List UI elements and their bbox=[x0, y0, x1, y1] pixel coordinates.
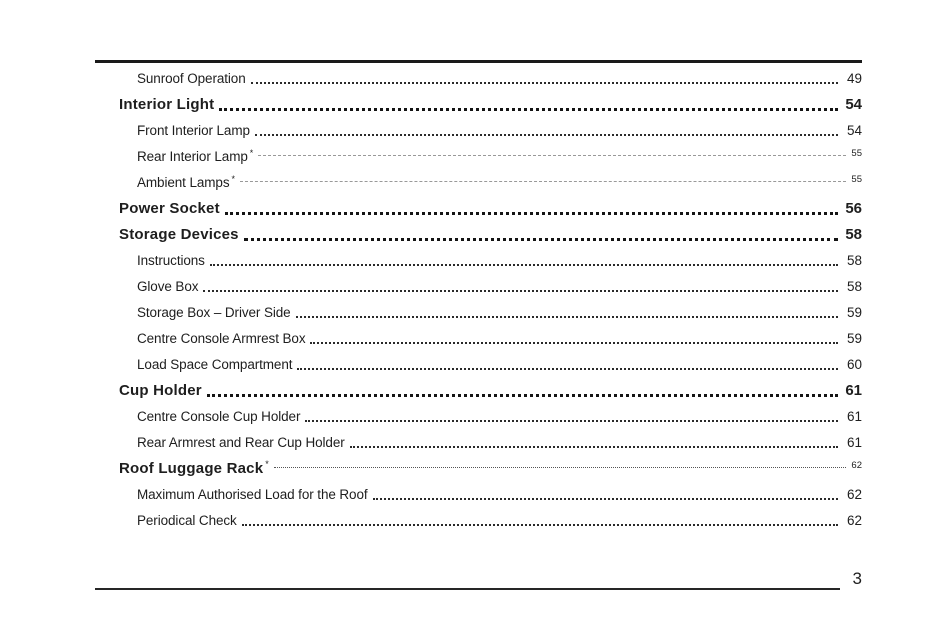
toc-row bbox=[95, 222, 862, 248]
asterisk-marker: * bbox=[231, 173, 235, 184]
dot-leader bbox=[240, 181, 846, 182]
toc-entry-label: Ambient Lamps * bbox=[137, 173, 235, 190]
toc-entry-label: Sunroof Operation bbox=[137, 71, 246, 86]
toc-entry-label: Centre Console Armrest Box bbox=[137, 331, 306, 346]
toc-row bbox=[95, 378, 862, 404]
dot-leader bbox=[350, 446, 838, 448]
dot-leader bbox=[219, 108, 838, 111]
dot-leader bbox=[296, 316, 838, 318]
dot-leader bbox=[207, 394, 838, 397]
toc-row bbox=[95, 144, 862, 170]
dot-leader bbox=[225, 212, 838, 215]
toc-entry-page: 60 bbox=[846, 357, 862, 372]
dot-leader bbox=[258, 155, 846, 156]
toc-row bbox=[95, 92, 862, 118]
toc-entry-label: Storage Box – Driver Side bbox=[137, 305, 291, 320]
dot-leader bbox=[305, 420, 838, 422]
toc-entry-label: Interior Light bbox=[119, 96, 215, 113]
toc-entry-label: Rear Interior Lamp * bbox=[137, 147, 254, 164]
dot-leader bbox=[244, 238, 838, 241]
toc-entry-page: 54 bbox=[846, 123, 862, 138]
toc-entry-page: 62 bbox=[846, 513, 862, 528]
dot-leader bbox=[210, 264, 838, 266]
toc-list bbox=[95, 66, 862, 534]
toc-entry-page: 62 bbox=[846, 487, 862, 502]
toc-entry-page: 61 bbox=[845, 382, 862, 399]
toc-entry-page: 59 bbox=[846, 305, 862, 320]
dot-leader bbox=[251, 82, 838, 84]
toc-row bbox=[95, 508, 862, 534]
toc-entry-label: Periodical Check bbox=[137, 513, 237, 528]
toc-entry-page: 54 bbox=[845, 96, 862, 113]
toc-row bbox=[95, 118, 862, 144]
toc-entry-page: 58 bbox=[845, 226, 862, 243]
toc-entry-label: Storage Devices bbox=[119, 226, 239, 243]
asterisk-marker: * bbox=[249, 147, 254, 158]
toc-entry-page: 49 bbox=[846, 71, 862, 86]
toc-row bbox=[95, 196, 862, 222]
dot-leader bbox=[310, 342, 838, 344]
toc-row bbox=[95, 326, 862, 352]
toc-row bbox=[95, 300, 862, 326]
toc-entry-page: 55 bbox=[851, 174, 862, 185]
dot-leader bbox=[242, 524, 838, 526]
asterisk-marker: * bbox=[265, 459, 269, 469]
toc-row bbox=[95, 404, 862, 430]
toc-entry-page: 61 bbox=[846, 409, 862, 424]
dot-leader bbox=[255, 134, 838, 136]
toc-row bbox=[95, 456, 862, 482]
toc-entry-label: Load Space Compartment bbox=[137, 357, 293, 372]
toc-row bbox=[95, 482, 862, 508]
toc-entry-page: 62 bbox=[851, 460, 862, 471]
dot-leader bbox=[203, 290, 838, 292]
toc-entry-label: Centre Console Cup Holder bbox=[137, 409, 301, 424]
toc-row bbox=[95, 248, 862, 274]
top-rule bbox=[95, 60, 862, 63]
toc-row bbox=[95, 66, 862, 92]
footer-rule bbox=[95, 588, 840, 590]
toc-entry-page: 58 bbox=[846, 279, 862, 294]
toc-entry-page: 55 bbox=[851, 148, 862, 159]
toc-entry-page: 61 bbox=[846, 435, 862, 450]
toc-entry-label: Maximum Authorised Load for the Roof bbox=[137, 487, 368, 502]
toc-entry-page: 59 bbox=[846, 331, 862, 346]
page-number: 3 bbox=[852, 569, 862, 588]
toc-entry-label: Instructions bbox=[137, 253, 205, 268]
toc-entry-label: Roof Luggage Rack * bbox=[119, 459, 269, 477]
toc-entry-page: 56 bbox=[845, 200, 862, 217]
toc-row bbox=[95, 430, 862, 456]
toc-entry-label: Power Socket bbox=[119, 200, 220, 217]
toc-entry-label: Glove Box bbox=[137, 279, 199, 294]
toc-entry-page: 58 bbox=[846, 253, 862, 268]
dot-leader bbox=[297, 368, 838, 370]
dot-leader bbox=[274, 467, 846, 468]
toc-entry-label: Front Interior Lamp bbox=[137, 123, 250, 138]
dot-leader bbox=[373, 498, 838, 500]
toc-row bbox=[95, 352, 862, 378]
toc-row bbox=[95, 170, 862, 196]
toc-entry-label: Rear Armrest and Rear Cup Holder bbox=[137, 435, 345, 450]
toc-entry-label: Cup Holder bbox=[119, 382, 202, 399]
toc-row bbox=[95, 274, 862, 300]
